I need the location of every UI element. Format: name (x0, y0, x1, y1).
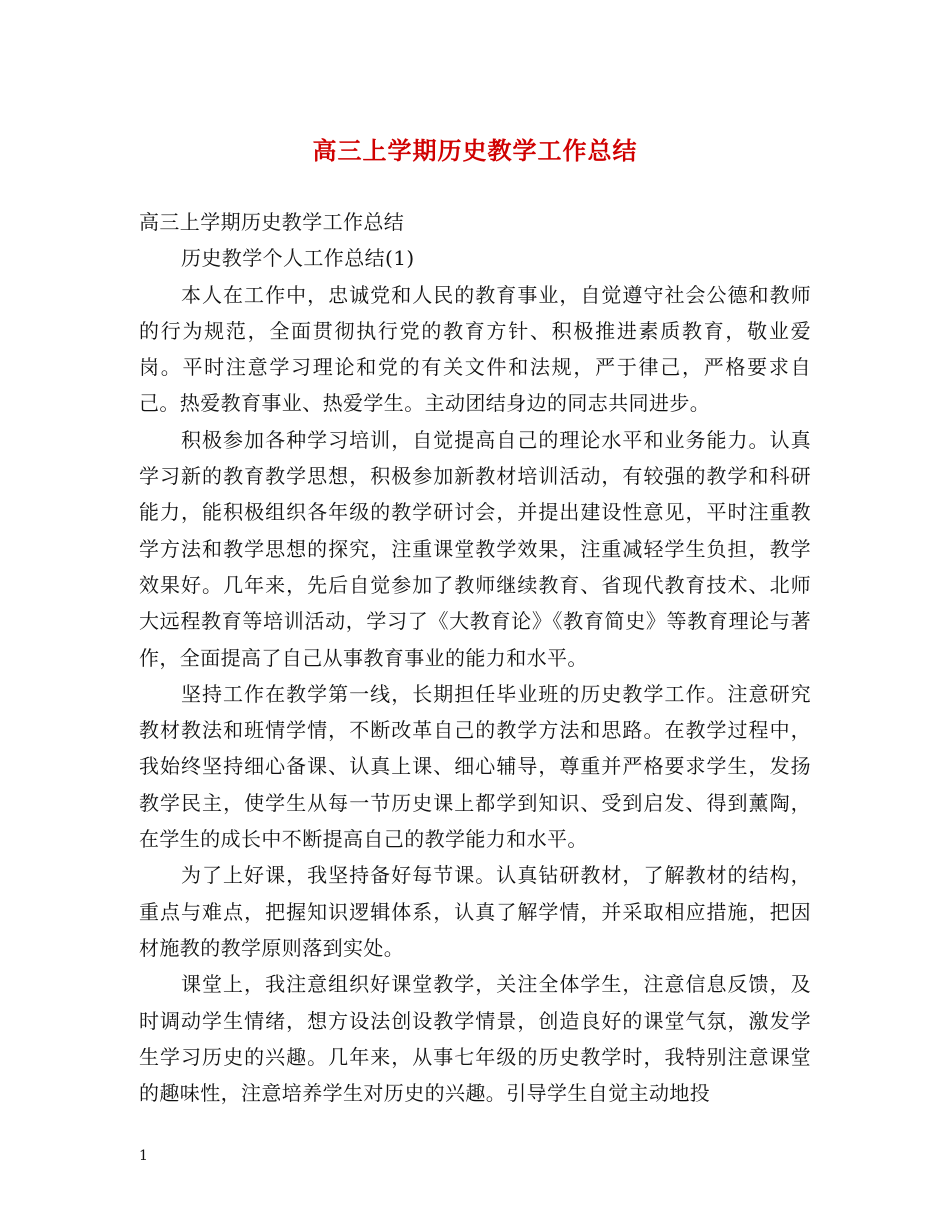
document-subtitle: 高三上学期历史教学工作总结 (139, 210, 405, 234)
paragraph: 为了上好课，我坚持备好每节课。认真钻研教材，了解教材的结构，重点与难点，把握知识逻辑体系，认真了解学情，并采取相应措施，把因材施教的教学原则落到实处。 (139, 863, 811, 960)
page-number: 1 (139, 1148, 148, 1164)
paragraph: 本人在工作中，忠诚党和人民的教育事业，自觉遵守社会公德和教师的行为规范，全面贯彻执行党的教育方针、积极推进素质教育，敬业爱岗。平时注意学习理论和党的有关文件和法规，严于律己，严格要求自己。热爱教育事业、热爱学生。主动团结身边的同志共同进步。 (139, 282, 811, 416)
section-heading: 历史教学个人工作总结(1) (181, 246, 415, 271)
paragraph: 坚持工作在教学第一线，长期担任毕业班的历史教学工作。注意研究教材教法和班情学情，不断改革自己的教学方法和思路。在教学过程中，我始终坚持细心备课、认真上课、细心辅导，尊重并严格要求学生，发扬教学民主，使学生从每一节历史课上都学到知识、受到启发、得到薰陶，在学生的成长中不断提高自己的教学能力和水平。 (139, 681, 811, 852)
paragraph: 积极参加各种学习培训，自觉提高自己的理论水平和业务能力。认真学习新的教育教学思想，积极参加新教材培训活动，有较强的教学和科研能力，能积极组织各年级的教学研讨会，并提出建设性意见，平时注重教学方法和教学思想的探究，注重课堂教学效果，注重减轻学生负担，教学效果好。几年来，先后自觉参加了教师继续教育、省现代教育技术、北师大远程教育等培训活动，学习了《大教育论》《教育简史》等教育理论与著作，全面提高了自己从事教育事业的能力和水平。 (139, 427, 811, 670)
document-title: 高三上学期历史教学工作总结 (312, 136, 638, 165)
paragraph: 课堂上，我注意组织好课堂教学，关注全体学生，注意信息反馈，及时调动学生情绪，想方设法创设教学情景，创造良好的课堂气氛，激发学生学习历史的兴趣。几年来，从事七年级的历史教学时，我特别注意课堂的趣味性，注意培养学生对历史的兴趣。引导学生自觉主动地投 (139, 972, 811, 1106)
document-body (139, 204, 811, 1111)
